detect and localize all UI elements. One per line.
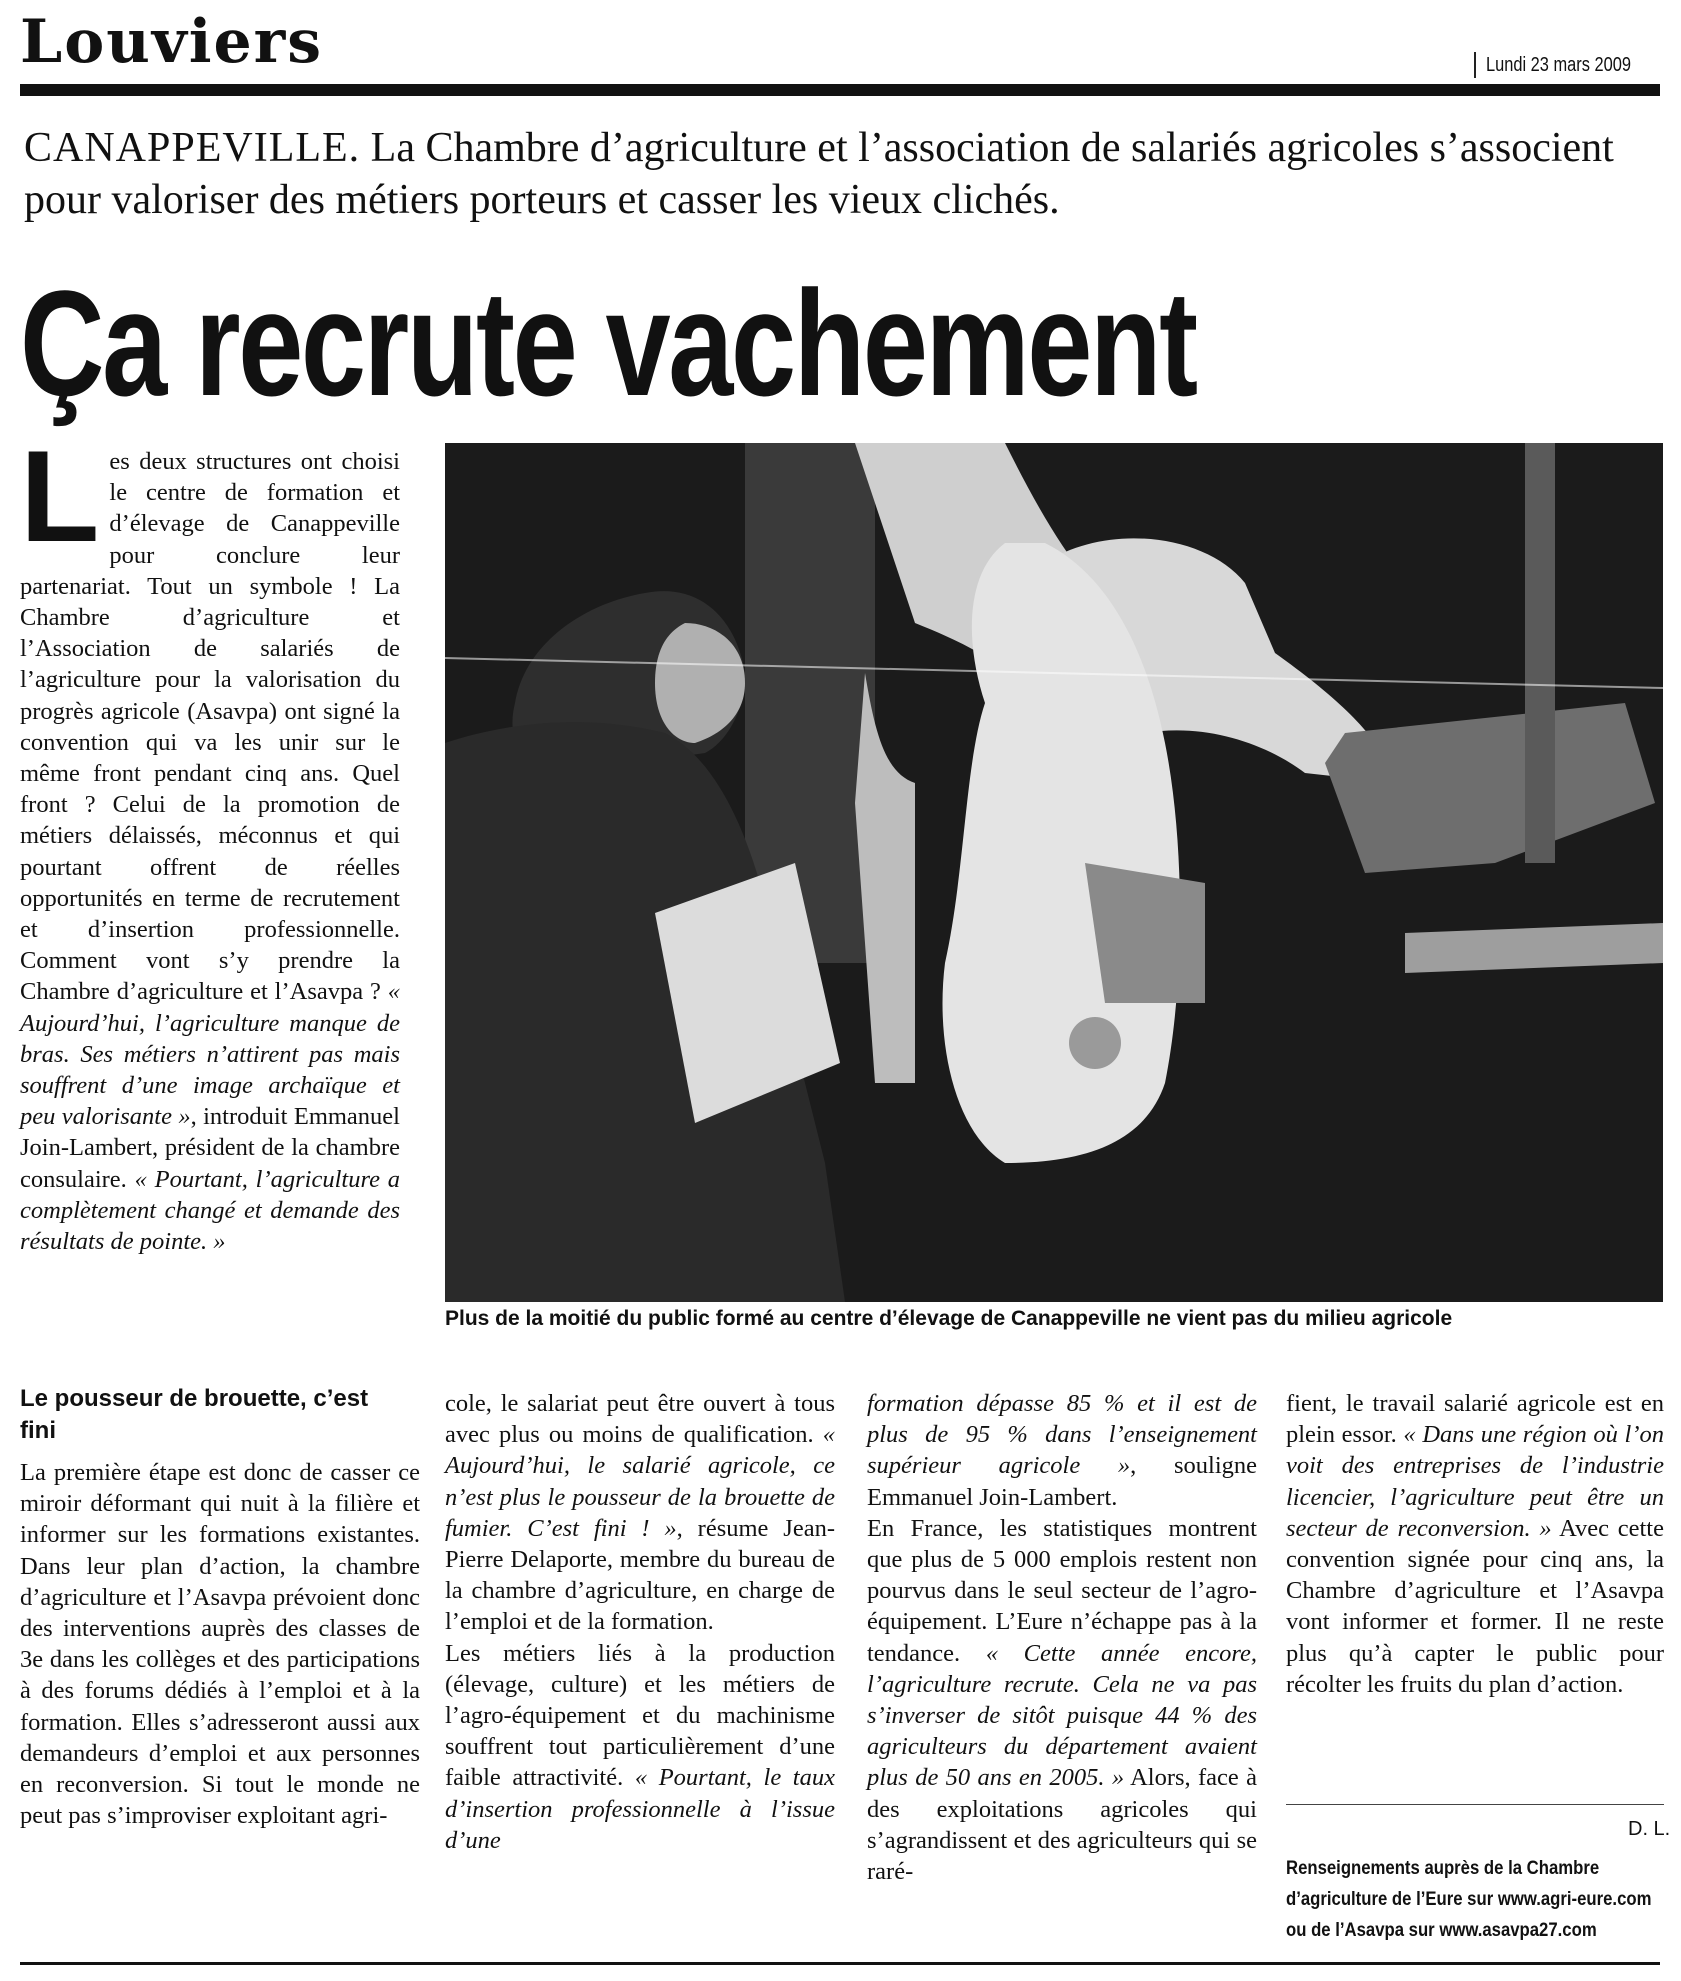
kicker <box>24 122 1664 226</box>
col2-text-c: Les métiers liés à la production (élevage, culture) et les métiers de l’agro-équipement et du machinisme souffrent tout particulièrement d’une faible attractivité. <box>445 1639 835 1792</box>
col3-quote-2: « Cette année encore, l’agriculture recrute. Cela ne va pas s’inverser de sitôt puisque 44 % des agriculteurs du département avaient plus de 50 ans en 2005. » <box>867 1639 1258 1792</box>
col2-quote-2: « Pourtant, le taux d’insertion professionnelle à l’issue d’une <box>445 1764 835 1854</box>
body-column-2 <box>445 1388 835 1856</box>
col4-quote-1: « Dans une région où l’on voit des entreprises de l’industrie licencier, l’agriculture peut être un secteur de reconversion. » <box>1286 1421 1664 1542</box>
col3-text-a: , souligne Emmanuel Join-Lambert. <box>867 1452 1257 1511</box>
intro-quote-1: « Aujourd’hui, l’agriculture manque de bras. Ses métiers n’attirent pas mais souffrent d’une image archaïque et peu valorisante » <box>20 978 400 1131</box>
info-line-2: d’agriculture de l’Eure sur www.agri-eure.com <box>1286 1889 1652 1910</box>
col2-quote-1: « Aujourd’hui, le salarié agricole, ce n’est plus le pousseur de la brouette de fumier. C’est fini ! » <box>445 1421 835 1542</box>
info-line-3: ou de l’Asavpa sur www.asavpa27.com <box>1286 1920 1597 1941</box>
date-separator <box>1474 52 1476 78</box>
article-photo <box>445 443 1663 1302</box>
column-divider <box>1286 1804 1664 1805</box>
col3-text-b: En France, les statistiques montrent que plus de 5 000 emplois restent non pourvus dans le seul secteur de l’agro-équipement. L’Eure n’échappe pas à la tendance. <box>867 1514 1257 1667</box>
info-box <box>1286 1853 1656 1946</box>
kicker-place: CANAPPEVILLE. <box>24 125 361 171</box>
info-line-1: Renseignements auprès de la Chambre <box>1286 1858 1600 1879</box>
kicker-text: La Chambre d’agriculture et l’association de salariés agricoles s’associent pour valoriser des métiers porteurs et casser les vieux clichés. <box>24 125 1614 223</box>
intro-text-1: es deux structures ont choisi le centre de formation et d’élevage de Canappeville pour conclure leur partenariat. Tout un symbole ! La Chambre d’agriculture et l’Association de salariés de l’agriculture pour la valorisation du progrès agricole (Asavpa) ont signé la convention qui va les unir sur le même front pendant cinq ans. Quel front ? Celui de la promotion de métiers délaissés, méconnus et qui pourtant offrent de réelles opportunités en terme de recrutement et d’insertion professionnelle. Comment vont s’y prendre la Chambre d’agriculture et l’Asavpa ? <box>20 448 400 1006</box>
photo-caption: Plus de la moitié du public formé au centre d’élevage de Canappeville ne vient pas du milieu agricole <box>445 1307 1453 1330</box>
issue-date: Lundi 23 mars 2009 <box>1486 54 1631 76</box>
col2-text-b: , résume Jean-Pierre Delaporte, membre du bureau de la chambre d’agriculture, en charge de l’emploi et de la formation. <box>445 1514 835 1636</box>
intro-text-2: , introduit Emmanuel Join-Lambert, président de la chambre consulaire. <box>20 1103 400 1193</box>
col3-quote-1: formation dépasse 85 % et il est de plus de 95 % dans l’enseignement supérieur agricole » <box>867 1390 1257 1480</box>
col3-text-c: Alors, face à des exploitations agricoles qui s’agrandissent et des agriculteurs qui se raré- <box>867 1764 1258 1886</box>
body-column-3 <box>867 1388 1257 1887</box>
col2-text-a: cole, le salariat peut être ouvert à tous avec plus ou moins de qualification. <box>445 1390 835 1449</box>
header-rule <box>20 84 1660 96</box>
section-title: Louviers <box>20 7 324 77</box>
drop-cap: L <box>20 423 100 569</box>
col4-text-b: Avec cette convention signée pour cinq ans, la Chambre d’agriculture et l’Asavpa vont informer et former. Il ne reste plus qu’à capter le public pour récolter les fruits du plan d’action. <box>1286 1514 1664 1698</box>
footer-rule <box>20 1962 1660 1965</box>
col4-text-a: fient, le travail salarié agricole est en plein essor. <box>1286 1390 1664 1449</box>
body-column-1: La première étape est donc de casser ce miroir déformant qui nuit à la filière et informer sur les formations existantes. Dans leur plan d’action, la chambre d’agriculture et l’Asavpa prévoient donc des interventions auprès des classes de 3e dans les collèges et des participations à des forums dédiés à l’emploi et à la formation. Elles s’adresseront aussi aux demandeurs d’emploi et aux personnes en reconversion. Si tout le monde ne peut pas s’improviser exploitant agri- <box>20 1459 420 1830</box>
intro-quote-2: « Pourtant, l’agriculture a complètement changé et demande des résultats de pointe. » <box>20 1165 400 1256</box>
body-column-4 <box>1286 1388 1664 1700</box>
subheading: Le pousseur de brouette, c’est fini <box>20 1385 369 1444</box>
intro-column <box>20 423 400 1257</box>
photo-illustration <box>445 443 1663 1302</box>
author-signature: D. L. <box>1628 1818 1671 1840</box>
headline: Ça recrute vachement <box>20 259 1196 427</box>
